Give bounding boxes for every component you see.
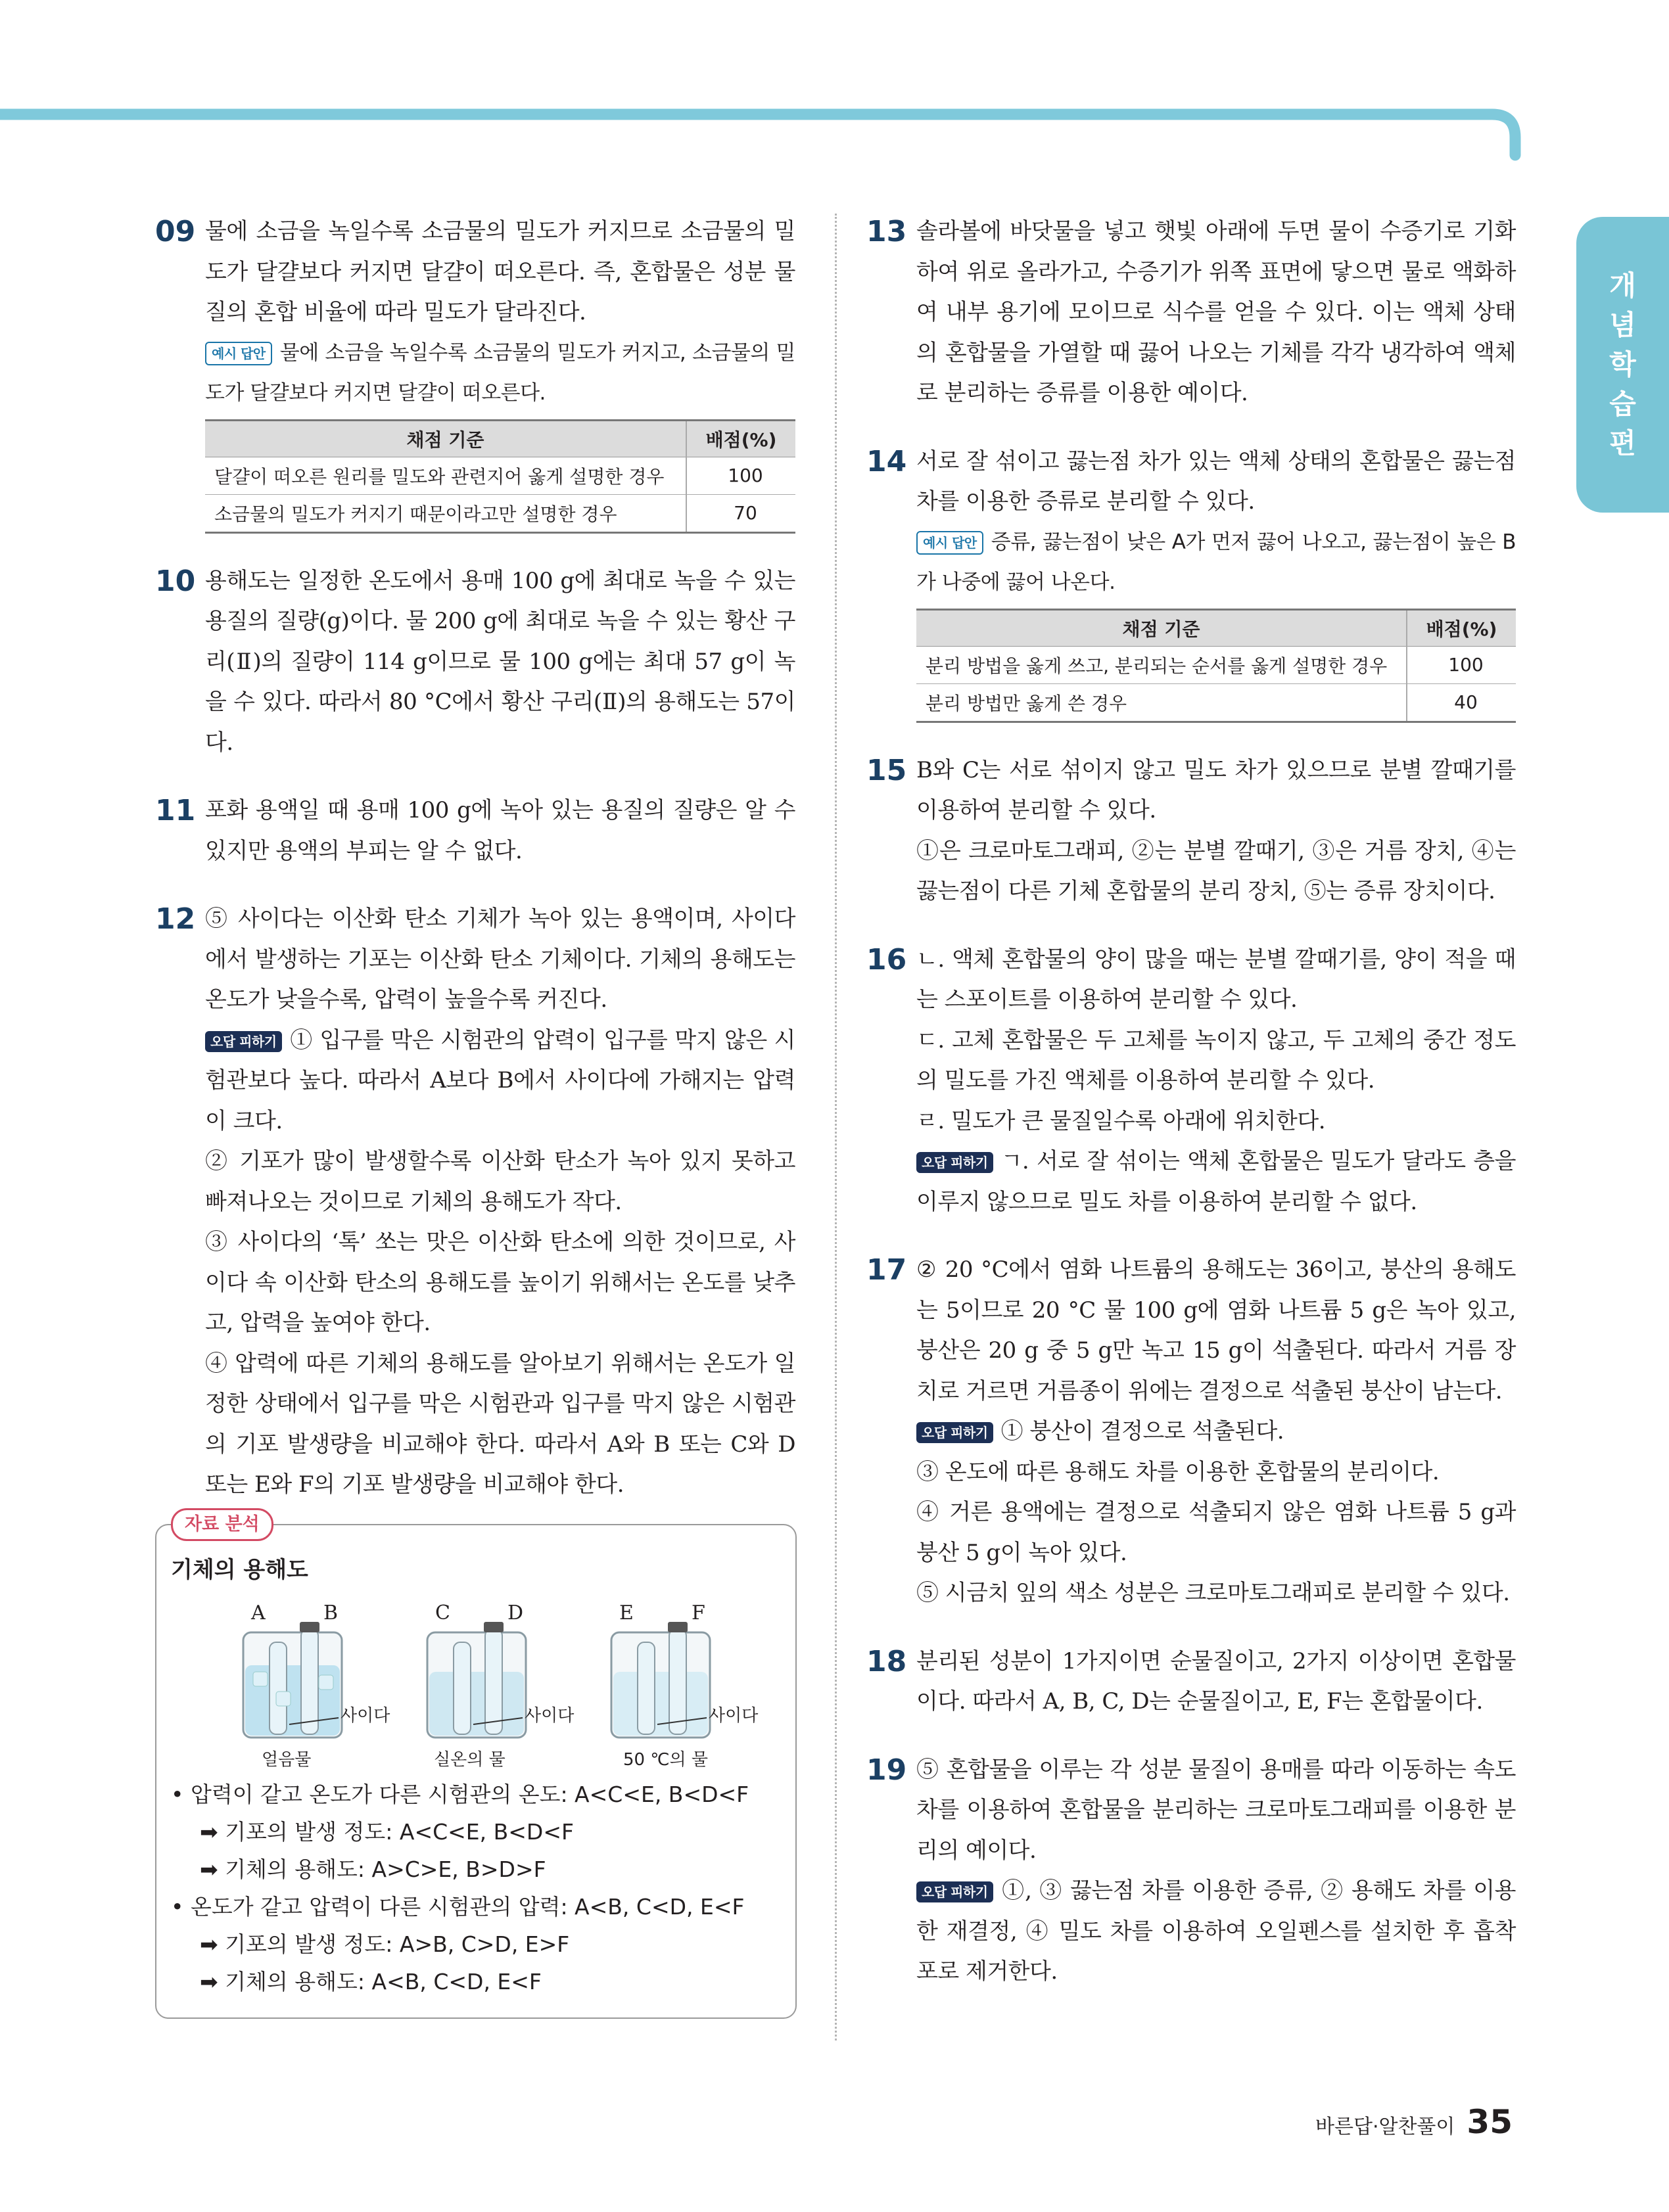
explanation-text: 용해도는 일정한 온도에서 용매 100 g에 최대로 녹을 수 있는 용질의 질량(g)이다. 물 200 g에 최대로 녹을 수 있는 황산 구리(Ⅱ)의 질량이 114 g이므로 물 100 g에는 최대 57 g이 녹을 수 있다. 따라서 80 °C에서 황산 구리(Ⅱ)의 용해도는 57이다. xyxy=(205,567,795,756)
question-19 xyxy=(866,1750,1516,1993)
right-column xyxy=(866,212,1516,2020)
question-18 xyxy=(866,1642,1516,1722)
criterion-cell: 분리 방법만 옳게 쓴 경우 xyxy=(916,683,1407,722)
question-number: 18 xyxy=(866,1644,907,1678)
cider-label: 사이다 xyxy=(525,1705,575,1726)
question-14 xyxy=(866,442,1516,723)
table-row xyxy=(916,646,1516,683)
scoring-header: 채점 기준 xyxy=(916,609,1407,646)
example-answer-text: 증류, 끓는점이 낮은 A가 먼저 끓어 나오고, 끓는점이 높은 B가 나중에 끓어 나온다. xyxy=(916,530,1516,594)
example-answer-text: 물에 소금을 녹일수록 소금물의 밀도가 커지고, 소금물의 밀도가 달걀보다 커지면 달걀이 떠오른다. xyxy=(205,340,795,405)
analysis-item: ➡ 기체의 용해도: A>C>E, B>D>F xyxy=(200,1856,546,1882)
beaker-hot-water xyxy=(611,1622,710,1738)
explanation-text: 포화 용액일 때 용매 100 g에 녹아 있는 용질의 질량은 알 수 있지만 용액의 부피는 알 수 없다. xyxy=(205,797,795,864)
avoid-wrong-badge: 오답 피하기 xyxy=(916,1152,993,1173)
points-header: 배점(%) xyxy=(686,420,795,457)
question-15 xyxy=(866,750,1516,912)
example-answer xyxy=(916,522,1516,603)
side-tab-char: 학 xyxy=(1609,348,1636,380)
avoid-wrong-badge: 오답 피하기 xyxy=(916,1881,993,1902)
avoid-wrong-p2: ② 기포가 많이 발생할수록 이산화 탄소가 녹아 있지 못하고 빠져나오는 것이므로 기체의 용해도가 작다. xyxy=(205,1148,795,1215)
beaker-caption: 얼음물 xyxy=(262,1749,312,1770)
question-number: 14 xyxy=(866,444,907,478)
avoid-wrong-p1 xyxy=(916,1141,1516,1222)
question-11 xyxy=(155,791,795,871)
scoring-table xyxy=(205,419,795,534)
question-number: 16 xyxy=(866,942,907,977)
explanation-text: ㄹ. 밀도가 큰 물질일수록 아래에 위치한다. xyxy=(916,1107,1325,1134)
cider-label: 사이다 xyxy=(341,1705,390,1726)
avoid-wrong-p3: ③ 사이다의 ‘톡’ 쏘는 맛은 이산화 탄소에 의한 것이므로, 사이다 속 이산화 탄소의 용해도를 높이기 위해서는 온도를 낮추고, 압력을 높여야 한다. xyxy=(205,1229,795,1336)
question-number: 09 xyxy=(155,215,196,248)
avoid-wrong-p2: ③ 온도에 따른 용해도 차를 이용한 혼합물의 분리이다. xyxy=(916,1458,1440,1485)
avoid-wrong-badge: 오답 피하기 xyxy=(916,1422,993,1443)
question-17 xyxy=(866,1250,1516,1614)
question-number: 15 xyxy=(866,753,907,787)
criterion-cell: 달걀이 떠오른 원리를 밀도와 관련지어 옳게 설명한 경우 xyxy=(205,457,686,494)
table-row xyxy=(916,683,1516,722)
cider-label: 사이다 xyxy=(709,1705,759,1726)
top-header-bar xyxy=(0,0,1669,171)
explanation-text: ⑤ 사이다는 이산화 탄소 기체가 녹아 있는 용액이며, 사이다에서 발생하는 기포는 이산화 탄소 기체이다. 기체의 용해도는 온도가 낮을수록, 압력이 높을수록 커진다. xyxy=(205,906,795,1013)
avoid-wrong-p4: ④ 압력에 따른 기체의 용해도를 알아보기 위해서는 온도가 일정한 상태에서 입구를 막은 시험관과 입구를 막지 않은 시험관의 기포 발생량을 비교해야 한다. 따라서 A와 B 또는 C와 D 또는 E와 F의 기포 발생량을 비교해야 한다. xyxy=(205,1350,795,1498)
analysis-list xyxy=(171,1776,781,2000)
explanation-text: 분리된 성분이 1가지이면 순물질이고, 2가지 이상이면 혼합물이다. 따라서 A, B, C, D는 순물질이고, E, F는 혼합물이다. xyxy=(916,1647,1516,1715)
analysis-item: ➡ 기체의 용해도: A<B, C<D, E<F xyxy=(200,1968,542,1994)
explanation-text: B와 C는 서로 섞이지 않고 밀도 차가 있으므로 분별 깔때기를 이용하여 분리할 수 있다. xyxy=(916,756,1516,823)
avoid-wrong-badge: 오답 피하기 xyxy=(205,1031,282,1052)
question-12 xyxy=(155,899,795,1506)
question-13 xyxy=(866,212,1516,414)
explanation-text: 솔라볼에 바닷물을 넣고 햇빛 아래에 두면 물이 수증기로 기화하여 위로 올라가고, 수증기가 위쪽 표면에 닿으면 물로 액화하여 내부 용기에 모이므로 식수를 얻을 수 있다. 이는 액체 상태의 혼합물을 가열할 때 끓어 나오는 기체를 각각 냉각하여 액체로 분리하는 증류를 이용한 예이다. xyxy=(916,218,1516,406)
example-answer-badge: 예시 답안 xyxy=(205,342,272,365)
side-tab-char: 편 xyxy=(1609,427,1636,459)
question-number: 12 xyxy=(155,902,196,936)
tube-label-c: C xyxy=(435,1601,450,1624)
analysis-item: • 온도가 같고 압력이 다른 시험관의 압력: A<B, C<D, E<F xyxy=(171,1893,745,1920)
question-16 xyxy=(866,940,1516,1223)
beaker-ice-water xyxy=(243,1622,342,1738)
question-number: 17 xyxy=(866,1253,907,1287)
question-number: 13 xyxy=(866,215,907,248)
avoid-wrong-p4: ⑤ 시금치 잎의 색소 성분은 크로마토그래피로 분리할 수 있다. xyxy=(916,1580,1510,1606)
analysis-title: 기체의 용해도 xyxy=(171,1556,308,1583)
explanation-text: ㄴ. 액체 혼합물의 양이 많을 때는 분별 깔때기를, 양이 적을 때는 스포이트를 이용하여 분리할 수 있다. xyxy=(916,946,1516,1013)
question-number: 19 xyxy=(866,1753,907,1787)
page-number: 35 xyxy=(1467,2103,1513,2141)
tube-label-d: D xyxy=(507,1601,524,1624)
avoid-wrong-p1 xyxy=(916,1871,1516,1993)
scoring-header: 채점 기준 xyxy=(205,420,686,457)
example-answer-badge: 예시 답안 xyxy=(916,531,983,555)
table-row xyxy=(205,494,795,532)
analysis-item: ➡ 기포의 발생 정도: A>B, C>D, E>F xyxy=(200,1931,570,1957)
side-tab-char: 개 xyxy=(1609,269,1636,302)
beaker-caption: 50 ℃의 물 xyxy=(623,1749,709,1770)
question-number: 11 xyxy=(155,794,196,827)
example-answer xyxy=(205,333,795,414)
points-cell: 70 xyxy=(686,494,795,532)
avoid-wrong-p1 xyxy=(205,1021,795,1142)
tube-label-f: F xyxy=(692,1601,705,1624)
scoring-table xyxy=(916,609,1516,723)
explanation-text: ② 20 °C에서 염화 나트륨의 용해도는 36이고, 붕산의 용해도는 5이므로 20 °C 물 100 g에 염화 나트륨 5 g은 녹아 있고, 붕산은 20 g 중 5 g만 녹고 15 g이 석출된다. 따라서 거름 장치로 거르면 거름종이 위에는 결정으로 석출된 붕산이 남는다. xyxy=(916,1256,1516,1404)
column-divider xyxy=(835,214,837,2040)
avoid-wrong-text: ① 붕산이 결정으로 석출된다. xyxy=(1000,1418,1284,1444)
side-tab-char: 념 xyxy=(1609,309,1636,341)
left-column xyxy=(155,212,795,2019)
table-row xyxy=(205,457,795,494)
question-09 xyxy=(155,212,795,534)
beakers-illustration xyxy=(171,1593,781,1770)
beaker-room-water xyxy=(427,1622,526,1738)
explanation-text: ①은 크로마토그래피, ②는 분별 깔때기, ③은 거름 장치, ④는 끓는점이 다른 기체 혼합물의 분리 장치, ⑤는 증류 장치이다. xyxy=(916,837,1516,904)
section-side-tab xyxy=(1576,217,1669,513)
avoid-wrong-text: ① 입구를 막은 시험관의 압력이 입구를 막지 않은 시험관보다 높다. 따라서 A보다 B에서 사이다에 가해지는 압력이 크다. xyxy=(205,1026,795,1134)
beaker-caption: 실온의 물 xyxy=(434,1749,505,1770)
points-cell: 100 xyxy=(1407,646,1516,683)
tube-label-b: B xyxy=(323,1601,339,1624)
question-number: 10 xyxy=(155,564,196,598)
avoid-wrong-p1 xyxy=(916,1412,1516,1452)
explanation-text: 물에 소금을 녹일수록 소금물의 밀도가 커지므로 소금물의 밀도가 달걀보다 커지면 달걀이 떠오른다. 즉, 혼합물은 성분 물질의 혼합 비율에 따라 밀도가 달라진다. xyxy=(205,218,795,325)
points-header: 배점(%) xyxy=(1407,609,1516,646)
data-analysis-box xyxy=(155,1513,797,2019)
avoid-wrong-text: ①, ③ 끓는점 차를 이용한 증류, ② 용해도 차를 이용한 재결정, ④ 밀도 차를 이용하여 오일펜스를 설치한 후 흡착포로 제거한다. xyxy=(916,1878,1516,1985)
tube-label-e: E xyxy=(619,1601,634,1624)
question-10 xyxy=(155,561,795,764)
avoid-wrong-text: ㄱ. 서로 잘 섞이는 액체 혼합물은 밀도가 달라도 층을 이루지 않으므로 밀도 차를 이용하여 분리할 수 없다. xyxy=(916,1148,1516,1215)
points-cell: 40 xyxy=(1407,683,1516,722)
analysis-item: • 압력이 같고 온도가 다른 시험관의 온도: A<C<E, B<D<F xyxy=(171,1781,749,1807)
tube-label-a: A xyxy=(251,1601,266,1624)
data-analysis-tag: 자료 분석 xyxy=(171,1508,273,1541)
side-tab-char: 습 xyxy=(1609,388,1636,420)
footer-title: 바른답·알찬풀이 xyxy=(1315,2115,1455,2138)
criterion-cell: 소금물의 밀도가 커지기 때문이라고만 설명한 경우 xyxy=(205,494,686,532)
analysis-item: ➡ 기포의 발생 정도: A<C<E, B<D<F xyxy=(200,1818,574,1845)
points-cell: 100 xyxy=(686,457,795,494)
explanation-text: 서로 잘 섞이고 끓는점 차가 있는 액체 상태의 혼합물은 끓는점 차를 이용한 증류로 분리할 수 있다. xyxy=(916,448,1516,515)
page-footer xyxy=(1315,2103,1513,2141)
criterion-cell: 분리 방법을 옳게 쓰고, 분리되는 순서를 옳게 설명한 경우 xyxy=(916,646,1407,683)
avoid-wrong-p3: ④ 거른 용액에는 결정으로 석출되지 않은 염화 나트륨 5 g과 붕산 5 g이 녹아 있다. xyxy=(916,1499,1516,1566)
explanation-text: ㄷ. 고체 혼합물은 두 고체를 녹이지 않고, 두 고체의 중간 정도의 밀도를 가진 액체를 이용하여 분리할 수 있다. xyxy=(916,1026,1516,1094)
explanation-text: ⑤ 혼합물을 이루는 각 성분 물질이 용매를 따라 이동하는 속도 차를 이용하여 혼합물을 분리하는 크로마토그래피를 이용한 분리의 예이다. xyxy=(916,1756,1516,1864)
